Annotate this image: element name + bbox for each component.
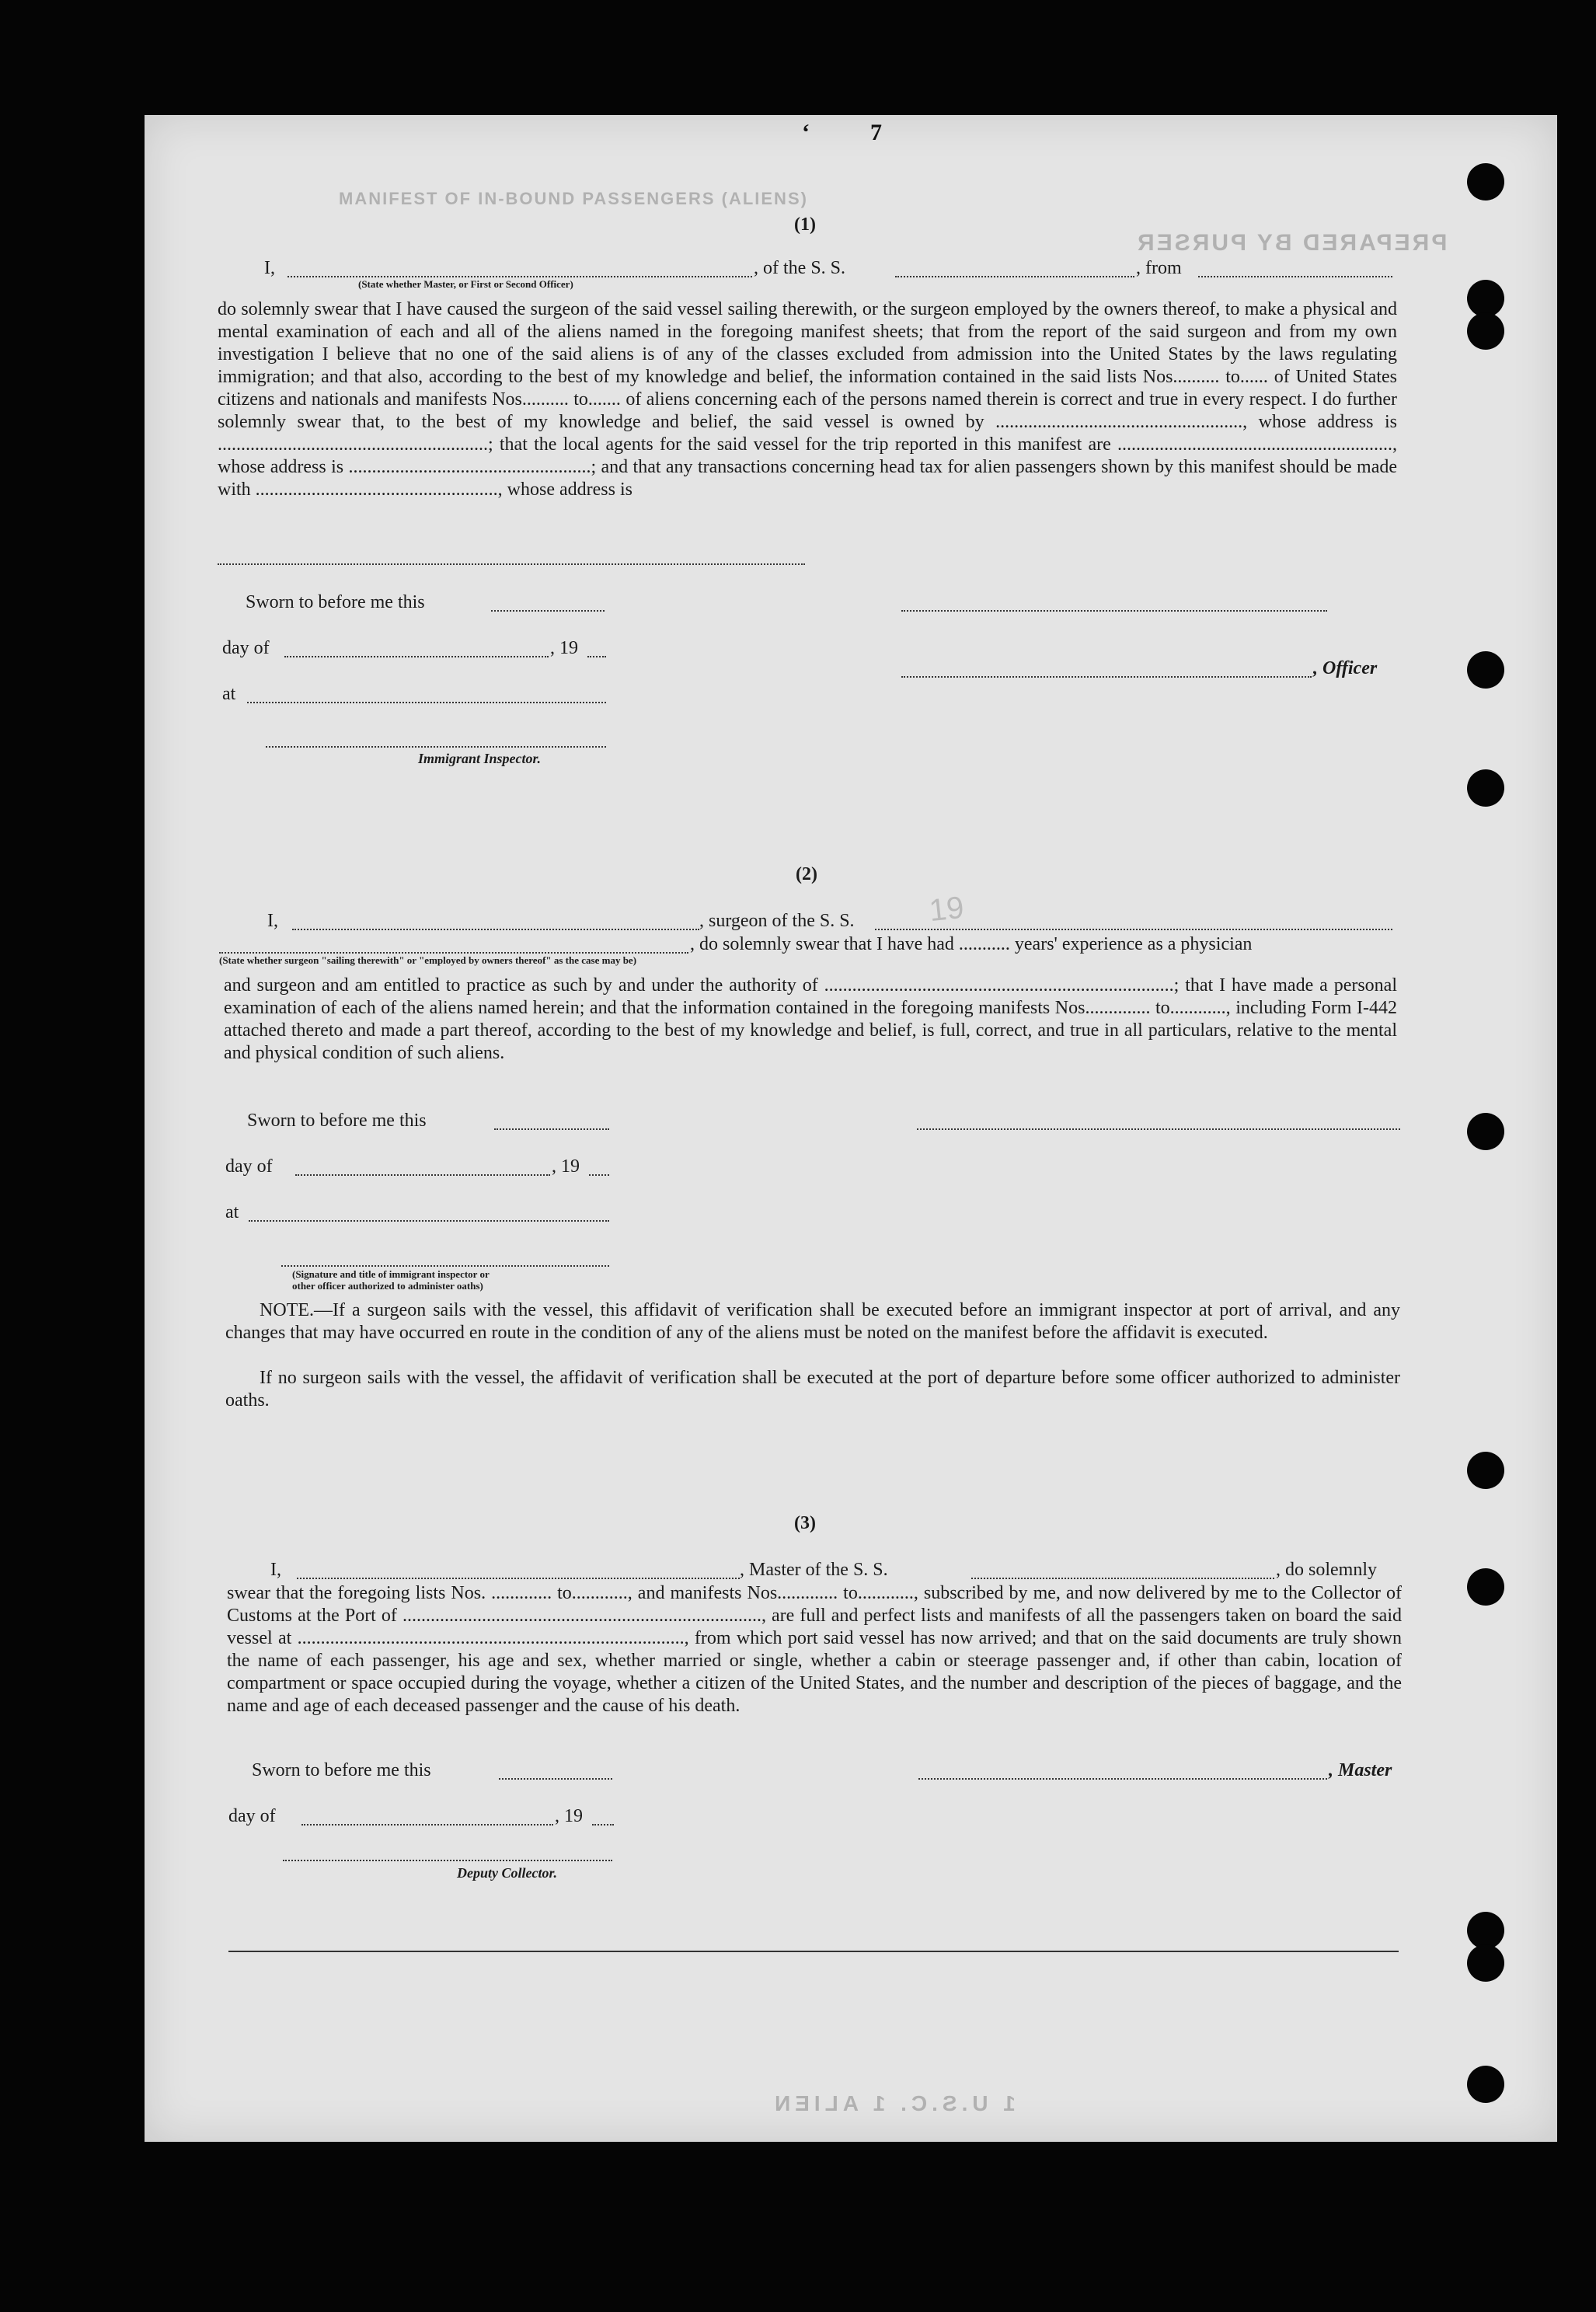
section-2-caption: (State whether surgeon "sailing therewith" or "employed by owners thereof" as the case may be) bbox=[219, 954, 637, 966]
section-3-oath-paragraph: swear that the foregoing lists Nos. ............. to............, and manifests Nos............. to............, subscribed by me, and now delivered by me to the Collector of Customs at the Port of ............................................................................., are full and perfect lists and manifests of all the passengers taken on board the said vessel at ..................................................................................., from which port said vessel has now arrived; and that on the said documents are truly shown the name of each passenger, his age and sex, whether married or single, whether a cabin or steerage passenger and, if other than cabin, location of compartment or space occupied during the voyage, whether a citizen of the United States, and the number and description of the pieces of baggage, and the name and age of each deceased passenger and the cause of his death. bbox=[227, 1583, 1402, 1716]
section-3-month-field[interactable] bbox=[301, 1824, 553, 1826]
punch-hole bbox=[1467, 2066, 1504, 2103]
section-1-i: I, bbox=[264, 258, 275, 278]
section-3-sworn: Sworn to before me this bbox=[252, 1760, 431, 1780]
section-2-month-field[interactable] bbox=[295, 1174, 550, 1176]
section-2-oath-paragraph: and surgeon and am entitled to practice as such by and under the authority of ...........................................................................; that I have made a personal examination of each of the aliens named herein; and that the information contained in the foregoing manifests Nos.............. to............, including Form I-442 attached thereto and made a part thereof, according to the best of my knowledge and belief, is full, correct, and true in all particulars, relative to the mental and physical condition of such aliens. bbox=[224, 975, 1397, 1063]
section-1-officer-signature-top[interactable] bbox=[901, 610, 1327, 612]
section-3-collector-signature[interactable] bbox=[283, 1860, 612, 1861]
bleed-through-stamp: PREPARED BY PURSER bbox=[1135, 230, 1448, 256]
section-1-sworn-date-field[interactable] bbox=[491, 610, 605, 612]
punch-hole bbox=[1467, 769, 1504, 807]
section-1-inspector-signature[interactable] bbox=[266, 746, 606, 748]
section-2-year-field[interactable] bbox=[589, 1174, 609, 1176]
section-2-surgeon-signature[interactable] bbox=[917, 1128, 1400, 1130]
punch-hole bbox=[1467, 163, 1504, 201]
section-3-master-label: , Master bbox=[1329, 1760, 1392, 1780]
section-3-year-field[interactable] bbox=[592, 1824, 614, 1826]
section-1-year-field[interactable] bbox=[587, 656, 606, 657]
section-1-from: , from bbox=[1136, 258, 1182, 278]
section-3-collector-label: Deputy Collector. bbox=[457, 1865, 557, 1881]
officer-rank-field[interactable] bbox=[287, 276, 752, 277]
section-2-i: I, bbox=[267, 911, 278, 931]
section-3-day-of: day of bbox=[228, 1806, 276, 1826]
section-3-i: I, bbox=[270, 1560, 281, 1580]
section-2-note: NOTE.—If a surgeon sails with the vessel, this affidavit of verification shall be executed before an immigrant inspector at port of arrival, and any changes that may have occurred en route in the condition of any of the aliens must be noted on the manifest before the affidavit is executed. bbox=[225, 1300, 1400, 1343]
bottom-rule bbox=[228, 1951, 1399, 1952]
section-2-day-of: day of bbox=[225, 1156, 273, 1177]
section-1-heading: (1) bbox=[794, 214, 816, 235]
section-3-do-solemnly: , do solemnly bbox=[1276, 1560, 1377, 1580]
section-2-note-2: If no surgeon sails with the vessel, the affidavit of verification shall be executed at the port of departure before some officer authorized to administer oaths. bbox=[225, 1368, 1400, 1411]
section-3-master-signature[interactable] bbox=[918, 1778, 1327, 1780]
section-2-vessel-field[interactable] bbox=[875, 929, 1392, 930]
faint-ink-mark: 19 bbox=[927, 890, 966, 929]
section-1-year: , 19 bbox=[550, 638, 578, 658]
section-2-sworn: Sworn to before me this bbox=[247, 1111, 427, 1131]
section-2-place-field[interactable] bbox=[249, 1220, 609, 1222]
bleed-through-header: MANIFEST OF IN-BOUND PASSENGERS (ALIENS) bbox=[339, 189, 808, 208]
page-number-mark: 7 bbox=[870, 120, 882, 145]
section-1-at: at bbox=[222, 684, 236, 704]
surgeon-name-field[interactable] bbox=[292, 929, 699, 930]
section-1-of-ss: , of the S. S. bbox=[754, 258, 846, 278]
vessel-name-field[interactable] bbox=[895, 276, 1134, 277]
section-1-inspector-label: Immigrant Inspector. bbox=[418, 751, 542, 766]
section-1-place-field[interactable] bbox=[247, 702, 606, 703]
manifest-form-sheet bbox=[145, 115, 1557, 2142]
section-1-caption: (State whether Master, or First or Second Officer) bbox=[358, 278, 573, 290]
section-1-end-line bbox=[218, 563, 805, 565]
section-2-sig-caption-2: other officer authorized to administer oaths) bbox=[292, 1280, 483, 1292]
section-2-sig-caption-1: (Signature and title of immigrant inspector or bbox=[292, 1268, 490, 1280]
section-1-month-field[interactable] bbox=[284, 656, 549, 657]
section-2-heading: (2) bbox=[796, 864, 817, 884]
punch-hole bbox=[1467, 1568, 1504, 1606]
section-1-sworn: Sworn to before me this bbox=[246, 592, 425, 612]
punch-hole bbox=[1467, 651, 1504, 689]
section-1-day-of: day of bbox=[222, 638, 270, 658]
master-name-field[interactable] bbox=[297, 1578, 740, 1579]
punch-hole bbox=[1467, 1912, 1504, 1949]
punch-hole bbox=[1467, 1113, 1504, 1150]
section-1-officer-label: , Officer bbox=[1313, 658, 1378, 678]
punch-hole bbox=[1467, 312, 1504, 350]
section-3-year: , 19 bbox=[555, 1806, 583, 1826]
departure-port-field[interactable] bbox=[1198, 276, 1392, 277]
section-3-heading: (3) bbox=[794, 1513, 816, 1533]
section-2-year: , 19 bbox=[552, 1156, 580, 1177]
section-3-master-of-ss: , Master of the S. S. bbox=[740, 1560, 888, 1580]
surgeon-status-field[interactable] bbox=[219, 952, 688, 954]
section-2-inspector-signature[interactable] bbox=[281, 1265, 609, 1267]
section-2-surgeon-of-ss: , surgeon of the S. S. bbox=[699, 911, 855, 931]
section-3-vessel-field[interactable] bbox=[971, 1578, 1274, 1579]
punch-hole bbox=[1467, 1944, 1504, 1982]
punch-hole bbox=[1467, 280, 1504, 317]
punch-hole bbox=[1467, 1452, 1504, 1489]
section-3-sworn-date-field[interactable] bbox=[499, 1778, 612, 1780]
page-mark-left: ‘ bbox=[802, 120, 810, 145]
section-2-years-experience: , do solemnly swear that I have had ........... years' experience as a physician bbox=[690, 934, 1253, 954]
section-1-officer-signature[interactable] bbox=[901, 676, 1312, 678]
section-2-at: at bbox=[225, 1202, 239, 1222]
section-1-oath-paragraph: do solemnly swear that I have caused the surgeon of the said vessel sailing therewith, or the surgeon employed by the owners thereof, to make a physical and mental examination of each and all of the aliens named in the foregoing manifest sheets; that from the report of the said surgeon and from my own investigation I believe that no one of the said aliens is of any of the classes excluded from admission into the United States by the laws regulating immigration; and that also, according to the best of my knowledge and belief, the information contained in the said lists Nos.......... to...... of United States citizens and nationals and manifests Nos.......... to....... of aliens concerning each of the persons named therein is correct and true in every respect. I do further solemnly swear that, to the best of my knowledge and belief, the said vessel is owned by ....................................................., whose address is ..........................................................; that the local agents for the said vessel for the trip reported in this manifest are ..........................................................., whose address is ....................................................; and that any transactions concerning head tax for alien passengers shown by this manifest should be made with ...................................................., whose address is bbox=[218, 299, 1397, 500]
bleed-through-footer: 1 U.S.C. 1 ALIEN bbox=[770, 2091, 1016, 2115]
section-2-sworn-date-field[interactable] bbox=[494, 1128, 609, 1130]
